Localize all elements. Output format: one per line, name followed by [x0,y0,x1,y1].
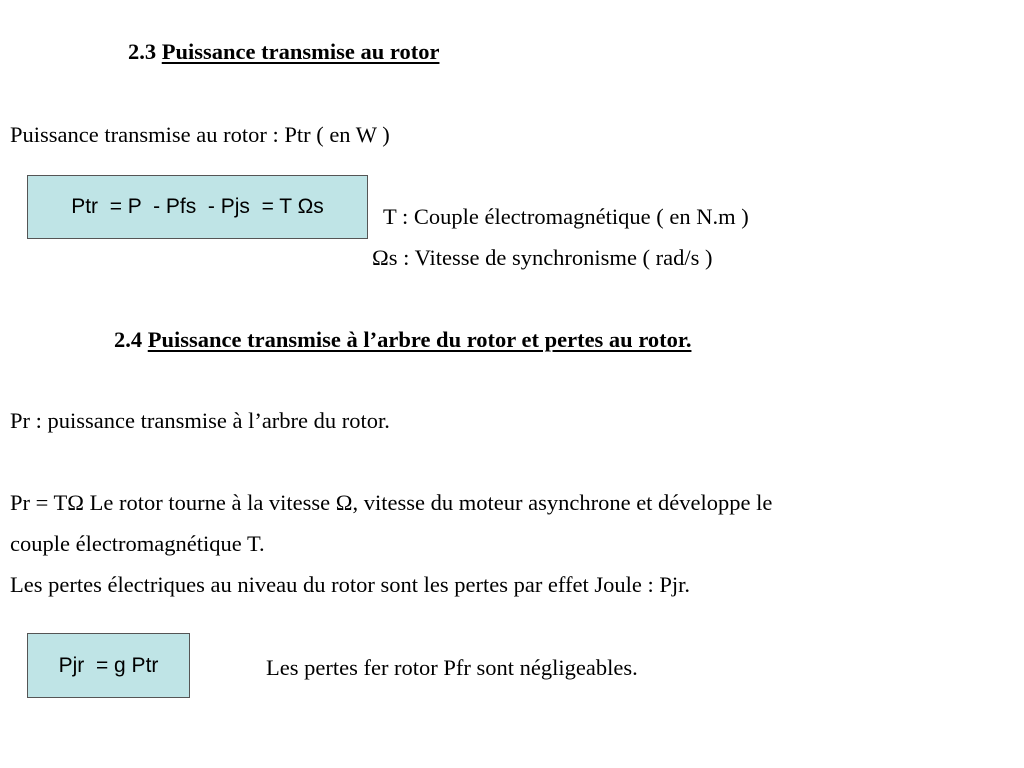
pjr-formula-box: Pjr = g Ptr [27,633,190,698]
iron-losses-note: Les pertes fer rotor Pfr sont négligeables. [266,655,638,680]
ptr-intro-text: Puissance transmise au rotor : Ptr ( en W ) [10,122,390,147]
sync-speed-definition: Ωs : Vitesse de synchronisme ( rad/s ) [372,245,713,270]
pr-equation-continuation: couple électromagnétique T. [10,531,265,556]
pr-definition: Pr : puissance transmise à l’arbre du rotor. [10,408,390,433]
section-2-3-title: Puissance transmise au rotor [161,39,440,64]
pr-equation-line: Pr = TΩ Le rotor tourne à la vitesse Ω, vitesse du moteur asynchrone et développe le [10,490,773,515]
section-2-4-number: 2.4 [114,327,143,352]
torque-definition: T : Couple électromagnétique ( en N.m ) [383,204,749,229]
section-2-3-number: 2.3 [128,39,157,64]
section-2-3-heading [128,39,439,65]
ptr-formula-box: Ptr = P - Pfs - Pjs = T Ωs [27,175,368,239]
joule-losses-text: Les pertes électriques au niveau du rotor sont les pertes par effet Joule : Pjr. [10,572,690,597]
section-2-4-title: Puissance transmise à l’arbre du rotor et pertes au rotor. [147,327,692,352]
section-2-4-heading [114,327,691,353]
